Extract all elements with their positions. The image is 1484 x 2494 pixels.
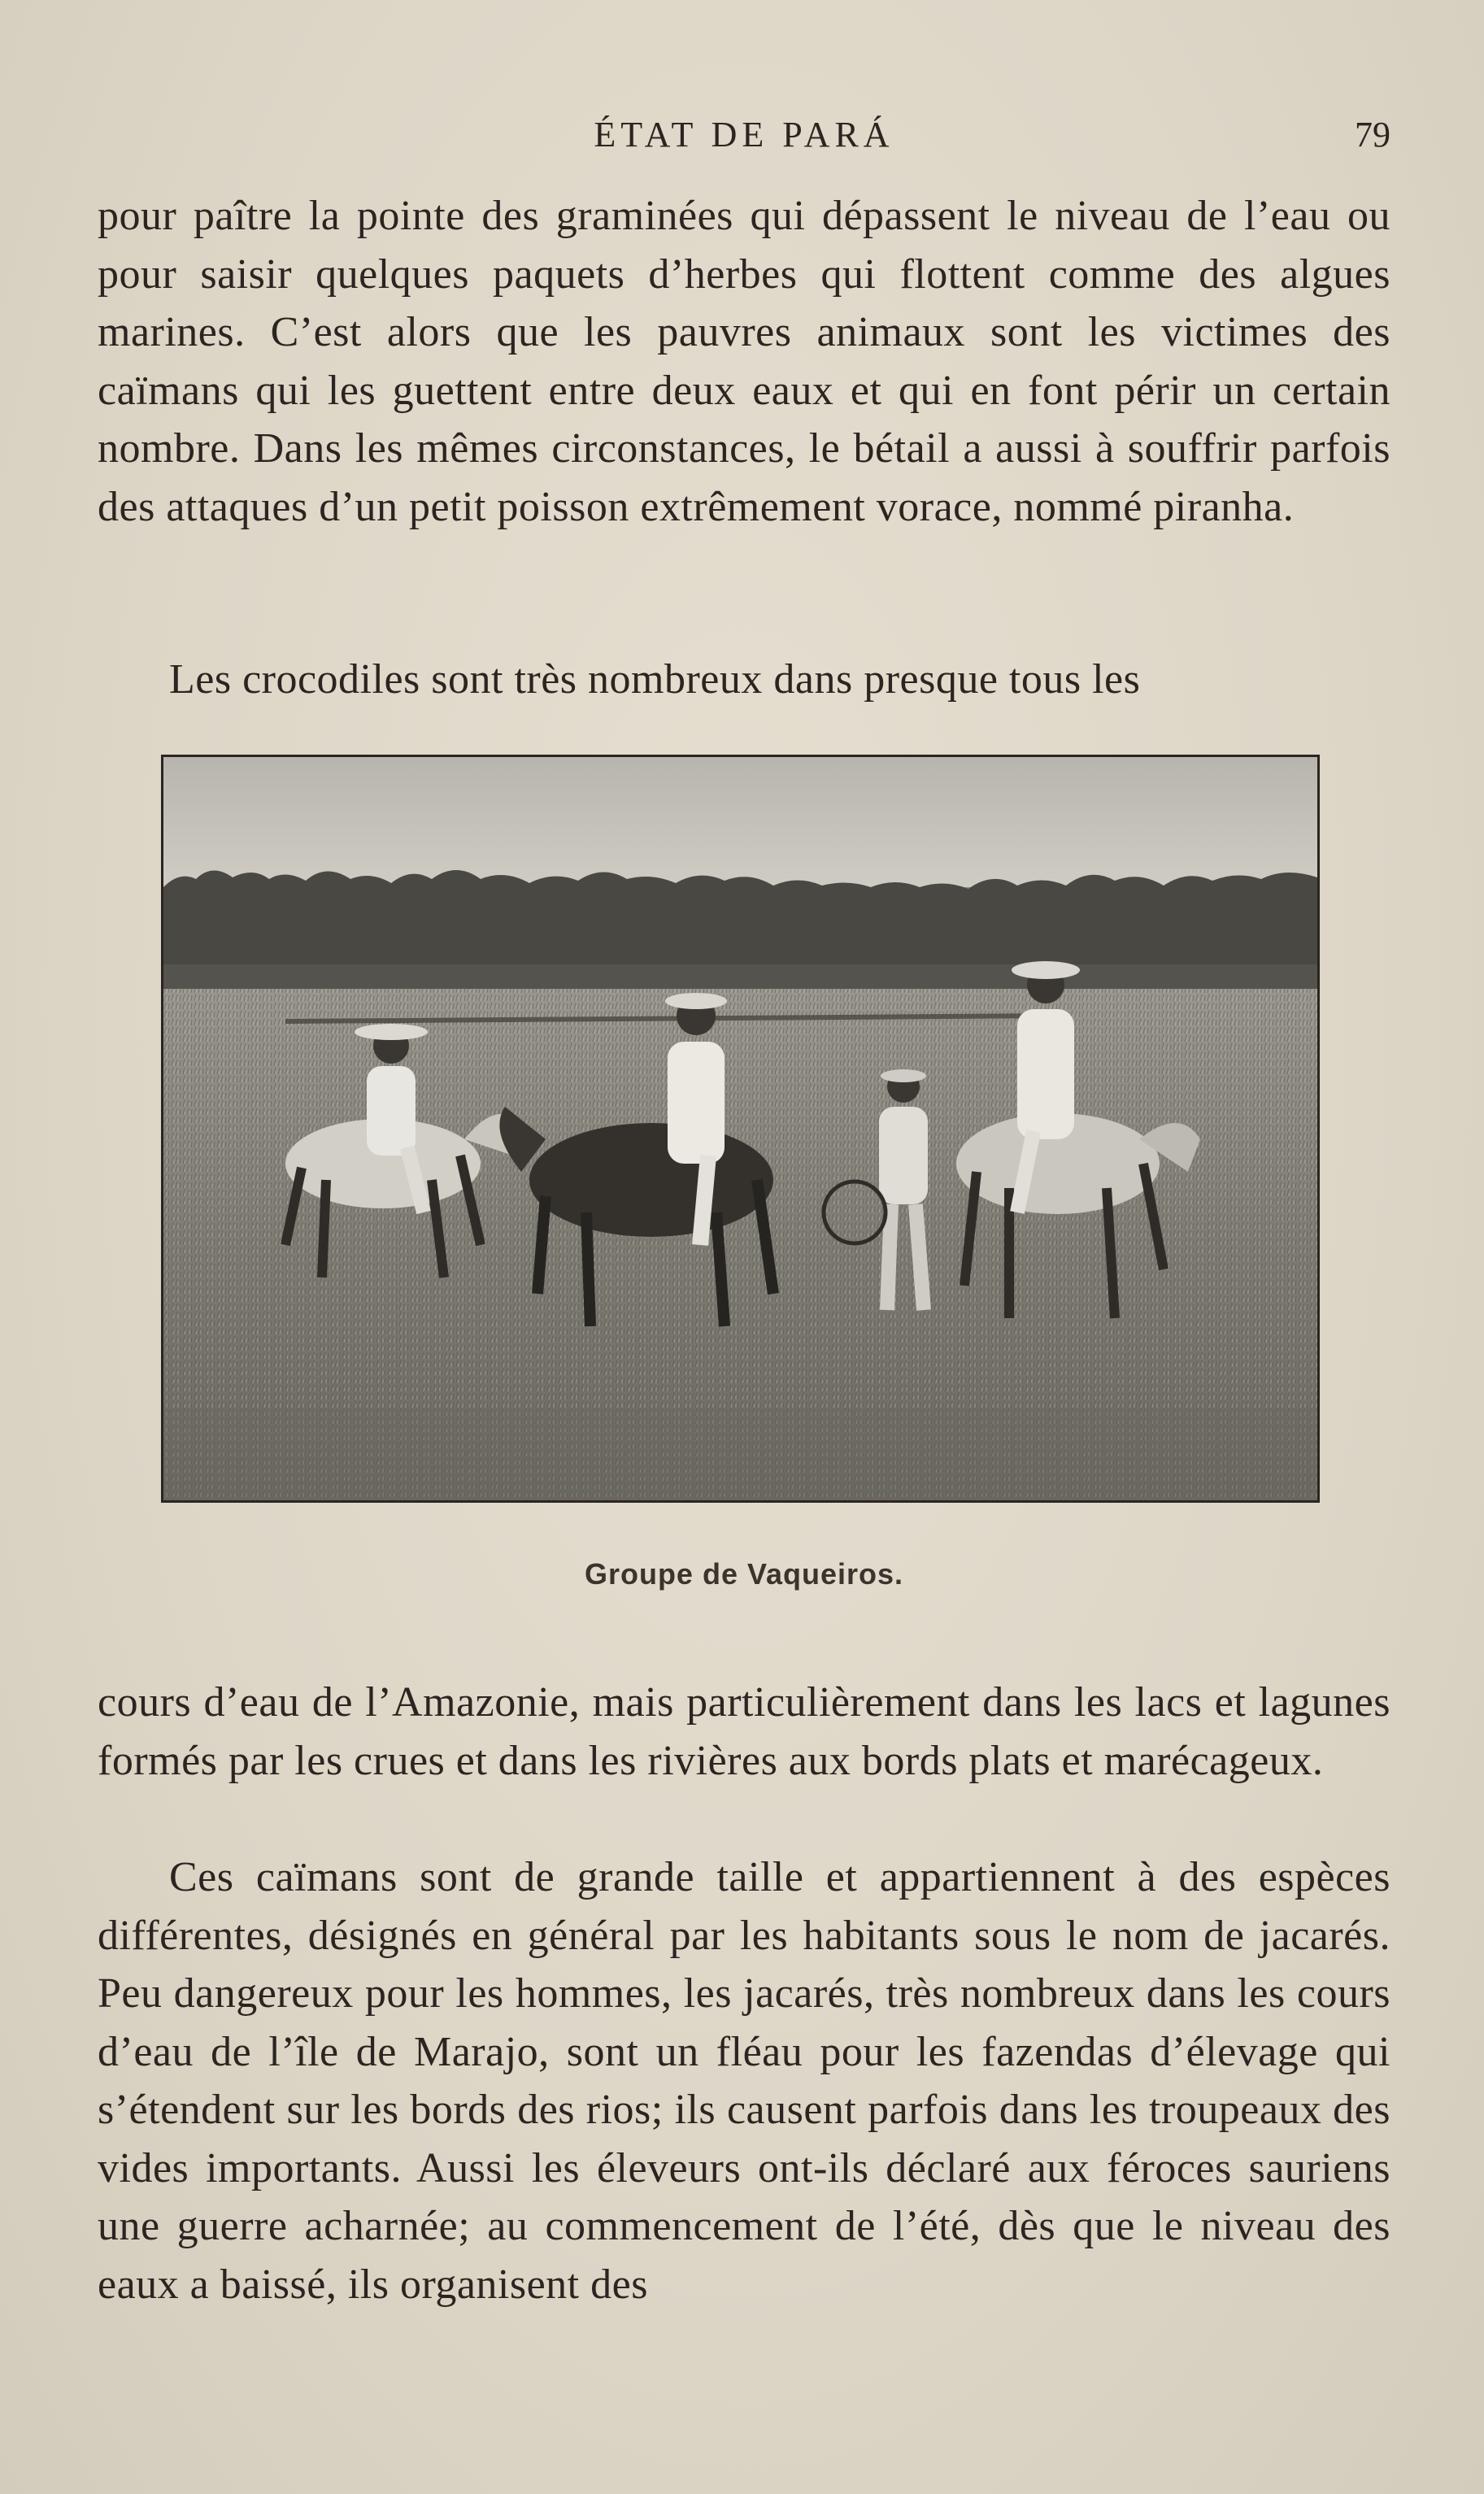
paragraph-text: Ces caïmans sont de grande taille et appartiennent à des espèces différentes, désignés en général par les habitants sous le nom de jacarés. Peu dangereux pour les hommes, les jacarés, très nombreux dans les cours d’eau de l’île de Marajo, sont un fléau pour les fazendas d’élevage qui s’étendent sur les bords des rios; ils causent parfois dans les troupeaux des vides importants. Aussi les éleveurs ont-ils déclaré aux féroces sauriens une guerre acharnée; au commencement de l’été, dès que le niveau des eaux a baissé, ils organisent des xyxy=(98,1854,1390,2308)
paragraph-text: Les crocodiles sont très nombreux dans presque tous les xyxy=(169,656,1141,703)
sky xyxy=(163,757,1317,887)
paragraph-continued xyxy=(98,187,1390,536)
photo-vaqueiros xyxy=(161,755,1320,1503)
paragraph-text: pour paître la pointe des graminées qui dépassent le niveau de l’eau ou pour saisir quelques paquets d’herbes qui flottent comme des algues marines. C’est alors que les pauvres animaux sont les victimes des caïmans qui les guettent entre deux eaux et qui en font périr un certain nombre. Dans les mêmes circonstances, le bétail a aussi à souffrir parfois des attaques d’un petit poisson extrêmement vorace, nommé piranha. xyxy=(98,193,1390,530)
running-title: ÉTAT DE PARÁ xyxy=(594,115,894,155)
paragraph-text: cours d’eau de l’Amazonie, mais particulièrement dans les lacs et lagunes formés par les crues et dans les rivières aux bords plats et marécageux. xyxy=(98,1679,1390,1784)
photo-illustration xyxy=(163,757,1317,1500)
page-number: 79 xyxy=(1355,115,1390,155)
paragraph-crocodiles-start xyxy=(98,651,1390,709)
figure-caption: Groupe de Vaqueiros. xyxy=(584,1557,904,1591)
running-header xyxy=(98,114,1390,163)
paragraph-crocodiles-continued xyxy=(98,1674,1390,1790)
paragraph-caimans xyxy=(98,1848,1390,2313)
